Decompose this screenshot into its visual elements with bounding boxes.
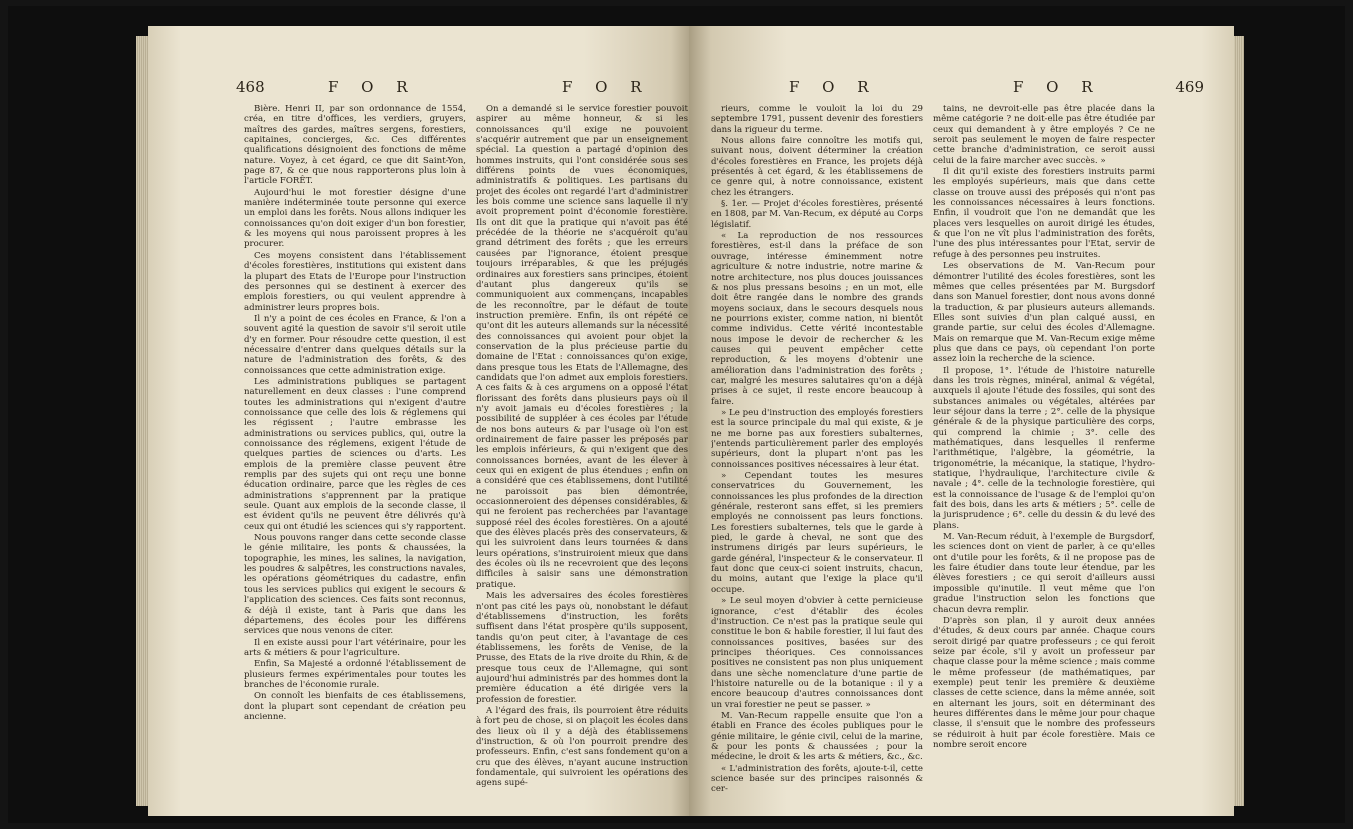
paragraph: Il n'y a point de ces écoles en France, & l'on a souvent agité la question de savoir s'il seroit utile d'y en former. Pour résoudre cette question, il est nécessaire d'entrer dans quelques détails sur la nature de l'administration des forêts, & des connoissances que cette administration exige. [244,313,466,376]
right-head-word-2: F O R [1013,78,1102,96]
paragraph: Les administrations publiques se partagent naturellement en deux classes : l'une comprend toutes les administrations qui n'exigent d'autre connoissance que celle des lois & réglemens qui les régissent ; l'autre embrasse les administrations ou services publics, qui, outre la connoissance des réglemens, exigent l'étude de quelques parties de sciences ou d'arts. Les emplois de la première classe peuvent être remplis par des sujets qui ont reçu une bonne éducation ordinaire, parce que les règles de ces administrations s'apprennent par la pratique seule. Quant aux emplois de la seconde classe, il est évident qu'ils ne peuvent être délivrés qu'à ceux qui ont étudié les sciences qui s'y rapportent. [244,376,466,532]
paragraph: Enfin, Sa Majesté a ordonné l'établissement de plusieurs fermes expérimentales pour toutes les branches de l'économie rurale. [244,659,466,690]
paragraph: « La reproduction de nos ressources forestières, est-il dans la préface de son ouvrage, intéresse éminemment notre agriculture & notre industrie, notre marine & notre architecture, nos plus douces jouissances & nos plus pressans besoins ; en un mot, elle doit être rangée dans le nombre des grands moyens sociaux, dans le secours desquels nous ne pourrions exister, comme nation, ni bientôt comme individus. Cette vérité incontestable nous impose le devoir de rechercher & les causes qui peuvent empêcher cette reproduction, & les moyens d'obtenir une amélioration dans l'administration des forêts ; car, malgré les mesures salutaires qu'on a déjà prises à ce sujet, il reste encore beaucoup à faire. [711,231,923,407]
right-column-1 [711,104,923,804]
paragraph: » Le peu d'instruction des employés forestiers est la source principale du mal qui existe, & je ne me borne pas aux forestiers subalternes, j'entends particulièrement parler des employés supérieurs, dont la plupart n'ont pas les connoissances positives nécessaires à leur état. [711,407,923,470]
left-head-word-1: F O R [328,78,417,96]
paragraph: Nous pouvons ranger dans cette seconde classe le génie militaire, les ponts & chaussées, la topographie, les mines, les salines, la navigation, les poudres & salpêtres, les constructions navales, les opérations géométriques du cadastre, enfin tous les services publics qui exigent le secours & l'application des sciences. Ces faits sont reconnus, & déjà il existe, tant à Paris que dans les départemens, des écoles pour les différens services que nous venons de citer. [244,533,466,637]
left-page-number: 468 [236,78,265,96]
right-column-2 [933,104,1155,804]
left-page [148,26,693,816]
right-page [689,26,1234,816]
paragraph: A l'égard des frais, ils pourroient être réduits à fort peu de chose, si on plaçoit les écoles dans des lieux où il y a déjà des établissemens d'instruction, & où l'on pourroit prendre des professeurs. Enfin, c'est sans fondement qu'on a cru que des élèves, n'ayant aucune instruction fondamentale, qui suivroient les opérations des agens supé- [476,705,688,789]
right-running-head [785,78,1204,102]
paragraph: Nous allons faire connoître les motifs qui, suivant nous, doivent déterminer la création d'écoles forestières en France, les projets déjà présentés à cet égard, & les établissemens de ce genre qui, à notre connoissance, existent chez les étrangers. [711,136,923,198]
paragraph: » Le seul moyen d'obvier à cette pernicieuse ignorance, c'est d'établir des écoles d'instruction. Ce n'est pas la pratique seule qui constitue le bon & habile forestier, il lui faut des connoissances positives, basées sur des principes théoriques. Ces connoissances positives ne consistent pas non plus uniquement dans une sèche nomenclature d'une partie de l'histoire naturelle ou de la botanique : il y a encore beaucoup d'autres connoissances dont un vrai forestier ne peut se passer. » [711,596,923,710]
left-head-word-2: F O R [562,78,651,96]
paragraph: « L'administration des forêts, ajoute-t-il, cette science basée sur des principes raisonnés & cer- [711,763,923,795]
paragraph: rieurs, comme le vouloit la loi du 29 septembre 1791, pussent devenir des forestiers dans la rigueur du terme. [711,104,923,135]
left-running-head [236,78,669,102]
paragraph: On connoît les bienfaits de ces établissemens, dont la plupart sont cependant de création peu ancienne. [244,691,466,722]
paragraph: » Cependant toutes les mesures conservatrices du Gouvernement, les connoissances les plus profondes de la direction générale, resteront sans effet, si les premiers employés ne connoissent pas leurs fonctions. Les forestiers subalternes, tels que le garde à pied, le garde à cheval, ne sont que des instrumens dirigés par leurs supérieurs, le garde général, l'inspecteur & le conservateur. Il faut donc que ceux-ci soient instruits, chacun, du moins, autant que l'exige la place qu'il occupe. [711,471,923,595]
paragraph: tains, ne devroit-elle pas être placée dans la même catégorie ? ne doit-elle pas être étudiée par ceux qui demandent à y être employés ? Ce ne seroit pas seulement le moyen de faire respecter cette branche d'administration, ce seroit aussi celui de la faire marcher avec succès. » [933,104,1155,166]
paragraph: M. Van-Recum réduit, à l'exemple de Burgsdorf, les sciences dont on vient de parler, à ce qu'elles ont d'utile pour les forêts, & il ne propose pas de les faire étudier dans toute leur étendue, par les élèves forestiers ; ce qui seroit d'ailleurs aussi impossible qu'inutile. Il veut même que l'on gradue l'instruction selon les fonctions que chacun devra remplir. [933,532,1155,615]
paragraph: Il en existe aussi pour l'art vétérinaire, pour les arts & métiers & pour l'agriculture. [244,637,466,658]
paragraph: Bière. Henri II, par son ordonnance de 1554, créa, en titre d'offices, les verdiers, gruyers, maîtres des gardes, maîtres sergens, forestiers, capitaines, concierges, &c. Ces différentes qualifications désignoient des fonctions de même nature. Voyez, à cet égard, ce que dit Saint-Yon, page 87, & ce que nous rapporterons plus loin à l'article FORÊT. [244,104,466,187]
paragraph: M. Van-Recum rappelle ensuite que l'on a établi en France des écoles publiques pour le génie militaire, le génie civil, celui de la marine, & pour les ponts & chaussées ; pour la médecine, le droit & les arts & métiers, &c., &c. [711,710,923,763]
right-page-number: 469 [1175,78,1204,96]
paragraph: Mais les adversaires des écoles forestières n'ont pas cité les pays où, nonobstant le défaut d'établissemens d'instruction, les forêts suffisent dans l'état prospère qu'ils supposent, tandis qu'on peut citer, à l'avantage de ces établissemens, les forêts de Venise, de la Prusse, des Etats de la rive droite du Rhin, & de presque tous ceux de l'Allemagne, qui sont aujourd'hui administrés par des hommes dont la première éducation a été dirigée vers la profession de forestier. [476,591,688,705]
paragraph: Ces moyens consistent dans l'établissement d'écoles forestières, institutions qui existent dans la plupart des Etats de l'Europe pour l'instruction des personnes qui se destinent à exercer des emplois forestiers, ou qui veulent apprendre à administrer leurs propres bois. [244,250,466,313]
paragraph: Les observations de M. Van-Recum pour démontrer l'utilité des écoles forestières, sont les mêmes que celles présentées par M. Burgsdorf dans son Manuel forestier, dont nous avons donné la traduction, & par plusieurs auteurs allemands. Elles sont suivies d'un plan calqué aussi, en grande partie, sur celui des écoles d'Allemagne. Mais on remarque que M. Van-Recum exige même plus que dans ce pays, où cependant l'on porte assez loin la recherche de la science. [933,261,1155,365]
paragraph: D'après son plan, il y auroit deux années d'études, & deux cours par année. Chaque cours seroit dirigé par quatre professeurs ; ce qui feroit seize par école, s'il y avoit un professeur par chaque classe pour la même science ; mais comme le même professeur (de mathématiques, par exemple) peut tenir les première & deuxième classes de cette science, dans la même année, soit en alternant les jours, soit en déterminant des heures différentes dans le même jour pour chaque classe, il s'ensuit que le nombre des professeurs se réduiroit à huit par école forestière. Mais ce nombre seroit encore [933,615,1155,750]
right-head-word-1: F O R [789,78,878,96]
left-column-2 [476,104,688,804]
paragraph: On a demandé si le service forestier pouvoit aspirer au même honneur, & si les connoissances qu'il exige ne pouvoient s'acquérir autrement que par un enseignement spécial. La question a partagé d'opinion des hommes instruits, qui l'ont considérée sous ses différens points de vues économiques, administratifs & politiques. Les partisans du projet des écoles ont regardé l'art d'administrer les bois comme une science sans laquelle il n'y avoit proprement point d'économie forestière. Ils ont dit que la pratique qui n'avoit pas été précédée de la théorie ne s'acquéroit qu'au grand détriment des forêts ; que les erreurs causées par l'ignorance, étoient presque toujours irréparables, & que les préjugés ordinaires aux forestiers sans principes, étoient d'autant plus dangereux qu'ils se communiquoient aux commençans, incapables de les reconnoître, par le défaut de toute instruction première. Enfin, ils ont répété ce qu'ont dit les auteurs allemands sur la nécessité des connoissances qui avoient pour objet la conservation de la plus précieuse partie du domaine de l'Etat : connoissances qu'on exige, dans presque tous les Etats de l'Allemagne, des candidats que l'on admet aux emplois forestiers. A ces faits & à ces argumens on a opposé l'état florissant des forêts dans plusieurs pays où il n'y avoit jamais eu d'écoles forestières ; la possibilité de suppléer à ces écoles par l'étude de nos bons auteurs & par l'usage où l'on est ordinairement de faire passer les préposés par les emplois inférieurs, & qui n'exigent que des connoissances bornées, avant de les élever à ceux qui en exigent de plus étendues ; enfin on a considéré que ces établissemens, dont l'utilité ne paroissoit pas bien démontrée, occasionneroient des dépenses considérables, & qui ne feroient pas recherchées par l'avantage supposé réel des écoles forestières. On a ajouté que des élèves placés près des conservateurs, & qui les suivroient dans leurs tournées & dans leurs opérations, s'instruiroient mieux que dans des écoles où ils ne recevroient que des leçons difficiles à saisir sans une démonstration pratique. [476,104,688,590]
book-spread [8,6,1345,823]
paragraph: Aujourd'hui le mot forestier désigne d'une manière indéterminée toute personne qui exerce un emploi dans les forêts. Nous allons indiquer les connoissances qu'on doit exiger d'un bon forestier, & les moyens qui nous paroissent propres à les procurer. [244,187,466,250]
paragraph: Il dit qu'il existe des forestiers instruits parmi les employés supérieurs, mais que dans cette classe on trouve aussi des préposés qui n'ont pas les connoissances nécessaires à leurs fonctions. Enfin, il voudroit que l'on ne demandât que les places vers lesquelles on auroit dirigé les études, & que l'on ne vît plus l'administration des forêts, l'une des plus intéressantes pour l'Etat, servir de refuge à des personnes peu instruites. [933,167,1155,260]
paragraph: Il propose, 1°. l'étude de l'histoire naturelle dans les trois règnes, minéral, animal & végétal, auxquels il ajoute l'étude des fossiles, qui sont des substances animales ou végétales, altérées par leur séjour dans la terre ; 2°. celle de la physique générale & de la physique particulière des corps, qui comprend la chimie ; 3°. celle des mathématiques, dans lesquelles il renferme l'arithmétique, l'algèbre, la géométrie, la trigonométrie, la mécanique, la statique, l'hydro-statique, l'hydraulique, l'architecture civile & navale ; 4°. celle de la technologie forestière, qui est la connoissance de l'usage & de l'emploi qu'on fait des bois, dans les arts & métiers ; 5°. celle de la jurisprudence ; 6°. celle du dessin & du levé des plans. [933,365,1155,531]
left-column-1 [244,104,466,804]
paragraph: §. 1er. — Projet d'écoles forestières, présenté en 1808, par M. Van-Recum, ex député au Corps législatif. [711,199,923,230]
